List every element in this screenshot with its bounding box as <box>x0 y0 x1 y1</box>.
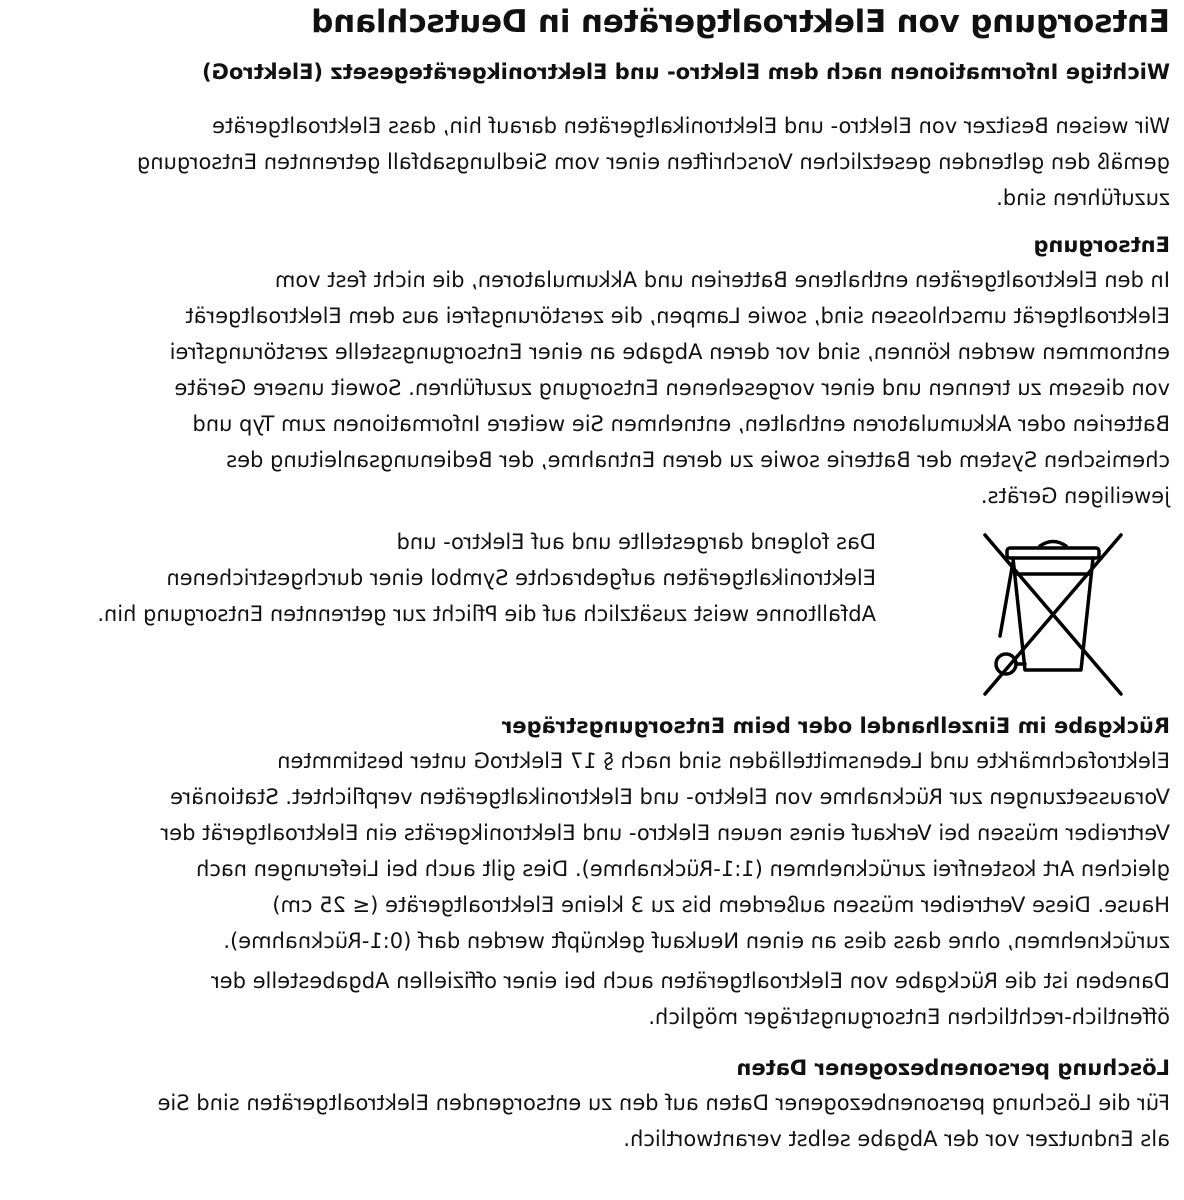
text-line: gleichen Art kostenfrei zurücknehmen (1:1-Rücknahme). Dies gilt auch bei Lieferungen nach <box>196 857 1170 881</box>
section-heading-rueckgabe: Rückgabe im Einzelhandel oder beim Entsorgungsträger <box>501 714 1170 738</box>
crossed-out-wheelie-bin-icon <box>982 532 1124 697</box>
text-line: zurücknehmen, ohne dass dies an einen Neukauf geknüpft werden darf (0:1-Rücknahme). <box>223 929 1170 953</box>
text-line: Elektroaltgerät umschlossen sind, sowie Lampen, die zerstörungsfrei aus dem Elektroaltgerät <box>185 304 1170 328</box>
text-line: Das folgend dargestellte und auf Elektro- und <box>396 530 876 554</box>
text-line: jeweiligen Geräts. <box>980 484 1170 508</box>
text-line: gemäß den geltenden gesetzlichen Vorschriften einer vom Siedlungsabfall getrennten Entsorgung <box>136 150 1170 174</box>
text-line: Vertreiber müssen bei Verkauf eines neuen Elektro- und Elektronikgeräts ein Elektroaltgerät der <box>160 821 1170 845</box>
section-heading-loeschung: Löschung personenbezogener Daten <box>736 1056 1170 1080</box>
text-line: chemischen System der Batterie sowie zu deren Entnahme, der Bedienungsanleitung des <box>226 448 1170 472</box>
intro-paragraph <box>12 108 1170 216</box>
loeschung-paragraph <box>12 1085 1170 1157</box>
text-line: entnommen werden können, sind vor deren Abgabe an einer Entsorgungsstelle zerstörungsfrei <box>169 340 1170 364</box>
rueckgabe-paragraph-2 <box>12 963 1170 1035</box>
page-subtitle: Wichtige Informationen nach dem Elektro- und Elektronikgerätegesetz (ElektroG) <box>202 60 1170 84</box>
text-line: Batterien oder Akkumulatoren enthalten, entnehmen Sie weitere Informationen zum Typ und <box>192 412 1170 436</box>
text-line: Wir weisen Besitzer von Elektro- und Elektronikaltgeräten darauf hin, dass Elektroaltgeräte <box>212 114 1170 138</box>
text-line: als Endnutzer vor der Abgabe selbst verantwortlich. <box>623 1127 1170 1151</box>
symbol-description <box>97 524 876 632</box>
text-line: Elektronikaltgeräten aufgebrachte Symbol einer durchgestrichenen <box>166 566 876 590</box>
text-line: Voraussetzungen zur Rücknahme von Elektro- und Elektronikaltgeräten verpflichtet. Stationäre <box>170 785 1170 809</box>
section-heading-entsorgung: Entsorgung <box>1033 233 1170 257</box>
page-title: Entsorgung von Elektroaltgeräten in Deutschland <box>311 4 1170 40</box>
text-line: Für die Löschung personenbezogener Daten auf den zu entsorgenden Elektroaltgeräten sind Sie <box>157 1091 1170 1115</box>
symbol-row <box>12 524 1170 699</box>
text-line: zuzuführen sind. <box>996 186 1170 210</box>
text-line: Hause. Diese Vertreiber müssen außerdem bis zu 3 kleine Elektroaltgeräte (≤ 25 cm) <box>272 893 1170 917</box>
rueckgabe-paragraph-1 <box>12 743 1170 959</box>
entsorgung-paragraph <box>12 262 1170 514</box>
text-line: öffentlich-rechtlichen Entsorgungsträger möglich. <box>648 1005 1170 1029</box>
text-line: Daneben ist die Rückgabe von Elektroaltgeräten auch bei einer offiziellen Abgabestelle der <box>211 969 1170 993</box>
text-line: In den Elektroaltgeräten enthaltene Batterien und Akkumulatoren, die nicht fest vom <box>274 268 1170 292</box>
text-line: Abfalltonne weist zusätzlich auf die Pflicht zur getrennten Entsorgung hin. <box>97 602 876 626</box>
text-line: von diesem zu trennen und einer vorgesehenen Entsorgung zuzuführen. Soweit unsere Geräte <box>174 376 1170 400</box>
text-line: Elektrofachmärkte und Lebensmittelläden sind nach § 17 ElektroG unter bestimmten <box>277 749 1170 773</box>
